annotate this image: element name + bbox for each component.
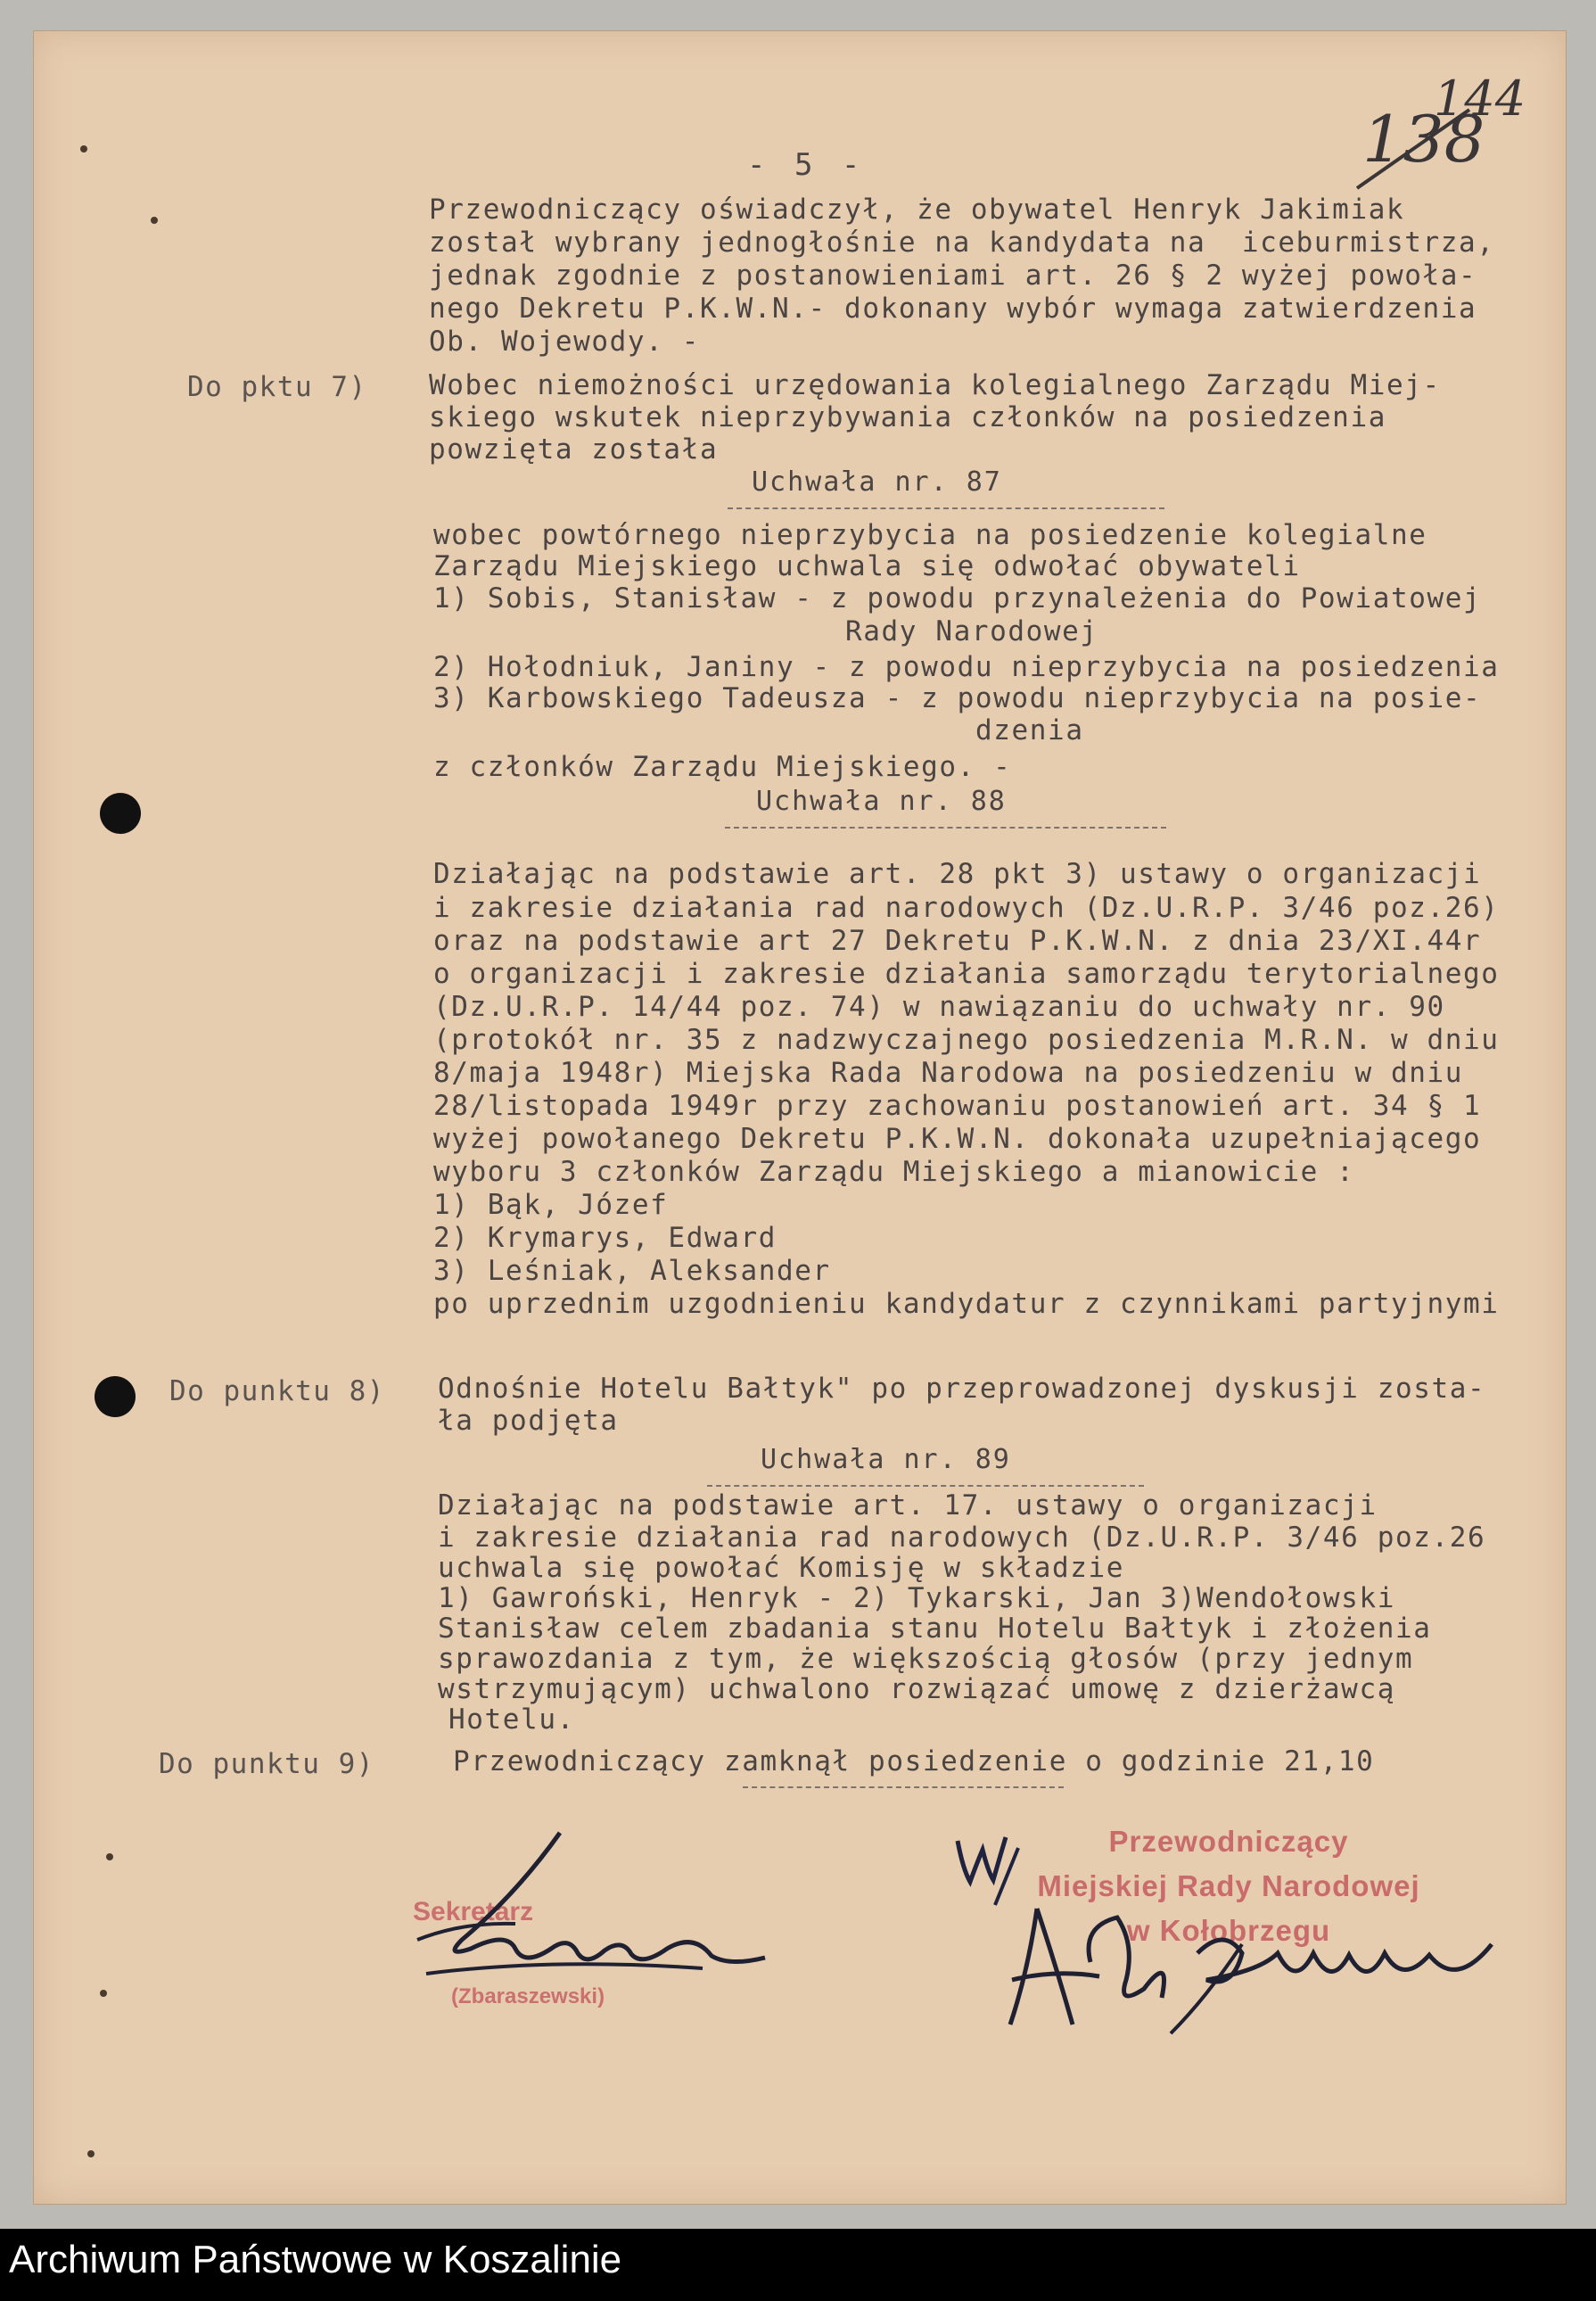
margin-mark (151, 217, 158, 224)
margin-mark (100, 1990, 107, 1997)
text-line: Przewodniczący zamknął posiedzenie o godzinie 21,10 (453, 1745, 1375, 1777)
text-line: skiego wskutek nieprzybywania członków na posiedzenia (429, 401, 1386, 433)
divider (728, 507, 1164, 509)
archive-footer-bar (0, 2229, 1596, 2301)
text-line: 1) Bąk, Józef (433, 1189, 669, 1221)
text-line: wyżej powołanego Dekretu P.K.W.N. dokonała uzupełniającego (433, 1123, 1482, 1155)
text-line: uchwala się powołać Komisję w składzie (438, 1552, 1125, 1584)
point-label-9: Do punktu 9) (159, 1748, 374, 1780)
text-line: 3) Leśniak, Aleksander (433, 1255, 831, 1287)
text-line: i zakresie działania rad narodowych (Dz.U.R.P. 3/46 poz.26) (433, 892, 1500, 924)
resolution-title-87: Uchwała nr. 87 (752, 466, 1002, 498)
text-line: (Dz.U.R.P. 14/44 poz. 74) w nawiązaniu do uchwały nr. 90 (433, 991, 1445, 1023)
stamp-line-2: Miejskiej Rady Narodowej (1037, 1869, 1420, 1902)
document-page (33, 30, 1567, 2205)
text-line: jednak zgodnie z postanowieniami art. 26 § 2 wyżej powoła- (429, 260, 1477, 292)
text-line: dzenia (975, 714, 1084, 746)
text-line: Stanisław celem zbadania stanu Hotelu Bałtyk i złożenia (438, 1612, 1432, 1645)
text-line: Hotelu. (448, 1703, 575, 1736)
text-line: 2) Hołodniuk, Janiny - z powodu nieprzybycia na posiedzenia (433, 651, 1500, 683)
margin-mark (80, 145, 87, 153)
resolution-title-89: Uchwała nr. 89 (761, 1444, 1011, 1475)
text-line: (protokół nr. 35 z nadzwyczajnego posiedzenia M.R.N. w dniu (433, 1024, 1500, 1056)
divider (725, 827, 1166, 829)
folio-crossed: 138 (1362, 102, 1485, 177)
secretary-stamp: Sekretarz (413, 1897, 534, 1926)
text-line: 1) Sobis, Stanisław - z powodu przynależenia do Powiatowej (433, 582, 1482, 614)
secretary-stamp-name: (Zbaraszewski) (451, 1984, 605, 2008)
point-label-8: Do punktu 8) (169, 1375, 385, 1407)
text-line: 3) Karbowskiego Tadeusza - z powodu nieprzybycia na posie- (433, 682, 1482, 714)
text-line: nego Dekretu P.K.W.N.- dokonany wybór wymaga zatwierdzenia (429, 293, 1477, 325)
archive-name: Archiwum Państwowe w Koszalinie (9, 2238, 622, 2281)
secretary-signature (408, 1824, 783, 2020)
text-line: 1) Gawroński, Henryk - 2) Tykarski, Jan 3)Wendołowski (438, 1582, 1395, 1614)
text-line: Odnośnie Hotelu Bałtyk" po przeprowadzonej dyskusji zosta- (438, 1373, 1486, 1405)
folio-current: 144 (1434, 70, 1526, 127)
point-label-7: Do pktu 7) (187, 371, 367, 403)
text-line: oraz na podstawie art 27 Dekretu P.K.W.N. z dnia 23/XI.44r (433, 925, 1482, 957)
text-line: wyboru 3 członków Zarządu Miejskiego a mianowicie : (433, 1156, 1355, 1188)
text-line: 2) Krymarys, Edward (433, 1222, 777, 1254)
text-line: 8/maja 1948r) Miejska Rada Narodowa na posiedzeniu w dniu (433, 1057, 1464, 1089)
stamp-line-3: w Kołobrzegu (1126, 1914, 1331, 1947)
text-line: ła podjęta (438, 1405, 619, 1437)
text-line: został wybrany jednogłośnie na kandydata na iceburmistrza, (429, 227, 1495, 259)
divider (707, 1485, 1144, 1487)
page-number: - 5 - (747, 147, 866, 183)
resolution-title-88: Uchwała nr. 88 (756, 786, 1007, 817)
text-line: po uprzednim uzgodnieniu kandydatur z czynnikami partyjnymi (433, 1288, 1500, 1320)
stamp-line-1: Przewodniczący (1108, 1825, 1349, 1858)
folio-number (1353, 63, 1559, 206)
punch-hole (95, 1376, 136, 1417)
divider (743, 1786, 1064, 1788)
text-line: wstrzymującym) uchwalono rozwiązać umowę z dzierżawcą (438, 1673, 1395, 1705)
text-line: o organizacji i zakresie działania samorządu terytorialnego (433, 958, 1500, 990)
text-line: sprawozdania z tym, że większością głosów (przy jednym (438, 1643, 1414, 1675)
text-line: Działając na podstawie art. 17. ustawy o organizacji (438, 1489, 1378, 1522)
text-line: 28/listopada 1949r przy zachowaniu postanowień art. 34 § 1 (433, 1090, 1482, 1122)
text-line: Przewodniczący oświadczył, że obywatel Henryk Jakimiak (429, 194, 1405, 226)
text-line: i zakresie działania rad narodowych (Dz.U.R.P. 3/46 poz.26 (438, 1522, 1486, 1554)
text-line: Ob. Wojewody. - (429, 326, 700, 358)
text-line: wobec powtórnego nieprzybycia na posiedzenie kolegialne (433, 519, 1427, 551)
margin-mark (106, 1853, 113, 1860)
text-line: Wobec niemożności urzędowania kolegialnego Zarządu Miej- (429, 369, 1441, 401)
text-line: z członków Zarządu Miejskiego. - (433, 751, 1012, 783)
punch-hole (100, 793, 141, 834)
chairman-signature (992, 1891, 1510, 2042)
margin-mark (87, 2150, 95, 2157)
text-line: Zarządu Miejskiego uchwala się odwołać obywateli (433, 550, 1301, 582)
text-line: Działając na podstawie art. 28 pkt 3) ustawy o organizacji (433, 858, 1482, 890)
text-line: Rady Narodowej (845, 615, 1098, 647)
text-line: powzięta została (429, 433, 719, 466)
